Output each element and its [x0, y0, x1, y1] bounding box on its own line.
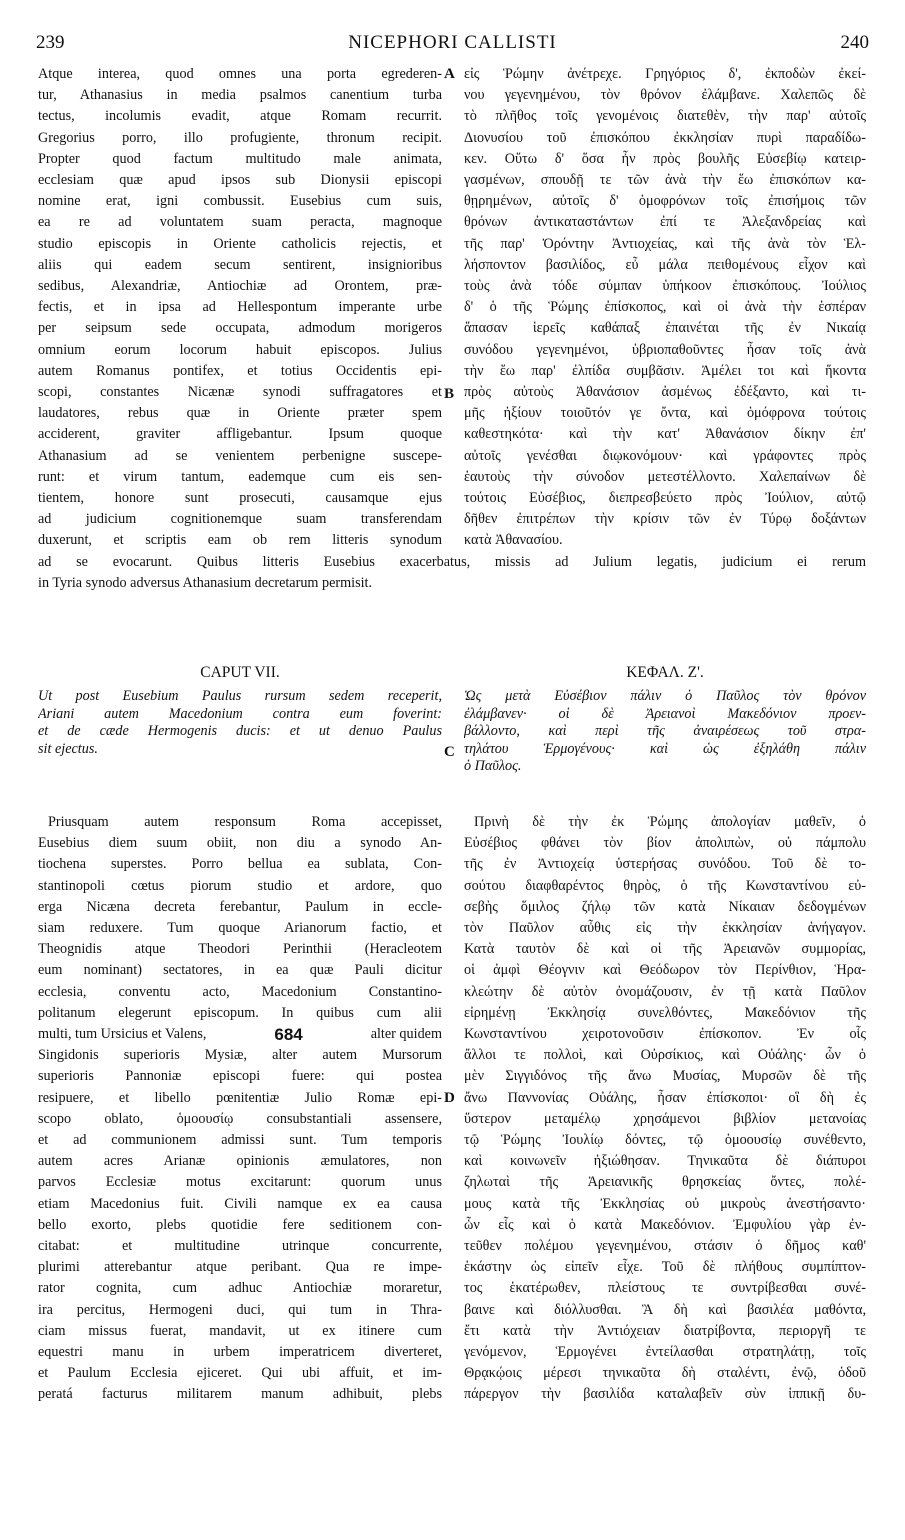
summary-line: ἐλάμβανεν· οἱ δὲ Ἀρειανοὶ Μακεδόνιον προεν-	[464, 705, 866, 722]
greek-chapter-title: ΚΕΦΑΛ. Ζ'.	[626, 664, 704, 681]
summary-line: et de cæde Hermogenis ducis: et ut denuo Paulus	[38, 723, 442, 739]
text-line: Πρινὴ δὲ τὴν ἐκ Ῥώμης ἀπολογίαν μαθεῖν, ὁ	[474, 814, 866, 830]
text-line: tiochena superstes. Porro bellua ea sublata, Con-	[38, 856, 442, 873]
running-title: NICEPHORI CALLISTI	[348, 32, 557, 53]
text-line: καθεστηκότα· καὶ τὴν κατ' Ἀθανάσιον δίκην ἐπ'	[464, 426, 866, 443]
right-page-number: 240	[840, 32, 869, 53]
text-line: plurimi atterebantur atque peribant. Qua re impe-	[38, 1259, 442, 1276]
text-line: ἑκάστην ὡς εἰπεῖν εἶχε. Τοῦ δὲ πλήθους συμπίπτον-	[464, 1259, 866, 1276]
summary-line: Ariani autem Macedonium contra eum foverint:	[38, 705, 442, 722]
text-line: rator cognita, cum adhuc Antiochiæ moraretur,	[38, 1280, 442, 1297]
text-line: eum nominant) sectatores, in ea quæ Pauli dicitur	[38, 962, 442, 979]
text-line: Propter quod factum multitudo male animata,	[38, 150, 442, 167]
text-line: siam reduxere. Tum quoque Arianorum factio, et	[38, 920, 442, 937]
text-line: πάρεργον τὴν βασιλίδα καταλαβεῖν σὺν ἱππικῇ δυ-	[464, 1386, 866, 1403]
text-line: μῆς ἠξίουν τοιοῦτόν γε ὄντα, καὶ ὁμόφρονα τούτοις	[464, 405, 866, 422]
text-line: μους κατὰ τῆς Ἐκκλησίας οὐ μικροὺς ἀνεστήσαντο·	[464, 1195, 866, 1212]
text-line: Κατὰ ταυτὸν δὲ καὶ οἱ τῆς Ἀρειανῶν συμμορίας,	[464, 941, 866, 958]
text-line: et ad communionem admissi sunt. Tum temporis	[38, 1132, 442, 1149]
text-line: aliis qui eadem secum sentirent, insignioribus	[38, 256, 442, 273]
text-line: Διονυσίου τοῦ ἐπισκόπου ἐκκλησίαν πυρὶ παραδίδω-	[464, 129, 866, 146]
text-line: Εὐσέβιος φθάνει τὸν βίον ἀπολιπὼν, οὐ πάμπολυ	[464, 835, 866, 852]
text-line: et Paulum Ecclesia ejiceret. Qui ubi affuit, et im-	[38, 1365, 442, 1382]
text-line: ἅπασαν ἱερεῖς καθάπαξ ἐπαινέται τῆς ἐν Νικαίᾳ	[464, 320, 866, 337]
text-line: duxerunt, et scriptis eam ob rem litteris synodum	[38, 532, 442, 549]
text-line: ad judicium cognitionemque suam transferendam	[38, 511, 442, 528]
text-segment: alter quidem	[370, 1026, 442, 1043]
text-line: studio episcopis in Oriente catholicis rejectis, et	[38, 235, 442, 252]
text-line: Theognidis atque Theodori Perinthii (Heracleotem	[38, 941, 442, 958]
text-line: politanum elegerunt episcopum. In quibus cum alii	[38, 1004, 442, 1021]
text-line: ea re ad voluntatem suam peracta, magnoque	[38, 214, 442, 231]
text-line: τεῦθεν πολέμου γεγενημένου, στάσιν ὁ δῆμος καθ'	[464, 1238, 866, 1255]
latin-column-body	[38, 812, 442, 1406]
text-line: νου γεγενημένου, τὸν θρόνον ἐλάμβανε. Χαλεπῶς δὲ	[464, 87, 866, 104]
text-line: autem Romanus pontifex, et totius Occidentis epi-	[38, 362, 442, 379]
text-line: Κωνσταντίνου χειροτονοῦσιν ἐπίσκοπον. Ἐν οἷς	[464, 1026, 866, 1043]
greek-column-body	[464, 812, 866, 1406]
text-line: βαινε καὶ διόλλυσθαι. Ἃ δὴ καὶ βασιλέα μαθόντα,	[464, 1301, 866, 1318]
text-line-with-page-number	[38, 1024, 442, 1045]
text-line: peratá facturus militarem manum adhibuit, plebs	[38, 1386, 442, 1403]
summary-line: sit ejectus.	[38, 740, 98, 757]
text-line: etiam Macedonius fuit. Civili namque ex ea causa	[38, 1195, 442, 1212]
text-line: Θρᾳκῴοις μέρεσι τηνικαῦτα δὴ σταλέντι, ἐνῷ, ὁδοῦ	[464, 1365, 866, 1382]
summary-line: Ut post Eusebium Paulus rursum sedem receperit,	[38, 688, 442, 704]
text-line: ira percitus, Hermogeni duci, qui tum in Thra-	[38, 1301, 442, 1318]
text-line: ad se evocarunt. Quibus litteris Eusebius exacerbatus, missis ad Julium legatis, judicium ei rerum	[38, 554, 866, 570]
text-line: runt: et virum tantum, eademque cum eis sen-	[38, 468, 442, 485]
latin-chapter-summary	[38, 688, 442, 758]
text-line: γενόμενον, Ἑρμογένει ἐντείλασθαι στρατηλάτῃ, τοῖς	[464, 1344, 866, 1361]
text-line: nomine erat, igni combussit. Eusebius cum suis,	[38, 193, 442, 210]
full-width-continuation	[38, 552, 866, 594]
text-line: sedibus, Alexandriæ, Antiochiæ ad Orontem, præ-	[38, 278, 442, 295]
margin-letter-d: D	[444, 1090, 455, 1106]
text-line: ὧν εἷς καὶ ὁ κατὰ Μακεδόνιον. Ἐμφυλίου γὰρ ἐν-	[464, 1216, 866, 1233]
text-line: superioris Pannoniæ episcopi fuere: qui postea	[38, 1068, 442, 1085]
greek-column-top	[464, 64, 866, 552]
text-line: scopi, constantes Nicænæ synodi suffragatores et	[38, 384, 442, 401]
text-line: ἄλλοι τε πολλοὶ, καὶ Οὐρσίκιος, καὶ Οὐάλης· ὧν ὁ	[464, 1047, 866, 1064]
text-line: δ' ὁ τῆς Ῥώμης ἐπίσκοπος, καὶ οἱ ἀνὰ τὴν ἑσπέραν	[464, 299, 866, 316]
edition-page-number: 684	[274, 1025, 303, 1045]
text-line: τὴν ἕω παρ' ἐλπίδα συμβᾶσιν. Ἀμέλει τοι καὶ ἥκοντα	[464, 362, 866, 379]
text-line: Priusquam autem responsum Roma accepisset,	[48, 814, 442, 830]
text-line: stantinopoli cœtus piorum studio et ardore, quo	[38, 877, 442, 894]
summary-line: τηλάτου Ἑρμογένους· καὶ ὡς ἐξηλάθη πάλιν	[464, 740, 866, 757]
text-line: autem acres Arianæ opinionis æmulatores, non	[38, 1153, 442, 1170]
summary-line: ὁ Παῦλος.	[464, 758, 522, 774]
text-line: συνόδου γεγενημένοι, ὑβριοπαθοῦντες ἦσαν τοῖς ἀνὰ	[464, 341, 866, 358]
text-line: in Tyria synodo adversus Athanasium decretarum permisit.	[38, 575, 373, 592]
text-line: Singidonis superioris Mysiæ, alter autem Mursorum	[38, 1047, 442, 1064]
text-line: οἱ ἀμφὶ Θέογνιν καὶ Θεόδωρον τὸν Περίνθιον, Ἡρα-	[464, 962, 866, 979]
text-line: Athanasium ad se venientem perbenigne suscepe-	[38, 447, 442, 464]
text-line: σούτου διαφθαρέντος θηρὸς, ὁ τῆς Κωνσταντίνου εὐ-	[464, 877, 866, 894]
text-line: per seipsum sede occupata, admodum morigeros	[38, 320, 442, 337]
text-line: Atque interea, quod omnes una porta egrederen-	[38, 66, 442, 82]
margin-letter-c: C	[444, 744, 455, 760]
text-line: ciam missus fuerat, mandavit, ut ex itinere cum	[38, 1322, 442, 1339]
text-line: τὸν Παῦλον αὖθις εἰς τὴν ἐκκλησίαν ἀνήγαγον.	[464, 920, 866, 937]
text-line: ἑαυτοὺς τὴν σύνοδον μετεστέλλοντο. Χαλεπαίνων δὲ	[464, 468, 866, 485]
text-line: fectis, et in ipsa ad Hellespontum imperante urbe	[38, 299, 442, 316]
text-line: Gregorius porro, illo profugiente, thronum recipit.	[38, 129, 442, 146]
text-line: laudatores, rebus quæ in Oriente præter spem	[38, 405, 442, 422]
text-line: πρὸς αὐτοὺς Ἀθανάσιον ἀσμένως ἐδέξαντο, καὶ τι-	[464, 384, 866, 401]
text-line: τῆς ἐν Ἀντιοχείᾳ ὑστερήσας συνόδου. Τοῦ δὲ το-	[464, 856, 866, 873]
text-line: citabat: et multitudine utrinque concurrente,	[38, 1238, 442, 1255]
summary-line: βάλλοντο, καὶ περὶ τῆς ἀναιρέσεως τοῦ στρα-	[464, 723, 866, 739]
text-line: εἰρημένῃ Ἐκκλησίᾳ συνελθόντες, Μακεδόνιον τῆς	[464, 1004, 866, 1021]
text-line: τῷ Ῥώμης Ἰουλίῳ δόντες, τῷ ὁμοουσίῳ συνέθεντο,	[464, 1132, 866, 1149]
text-line: τούτοις Εὐσέβιος, διεπρεσβεύετο πρὸς Ἰούλιον, αὐτῷ	[464, 490, 866, 507]
latin-column-top	[38, 64, 442, 552]
text-line: κατὰ Ἀθανασίου.	[464, 532, 563, 549]
text-line: ἄνω Παννονίας Οὐάλης, ἦσαν ἐπίσκοποι· οἳ δὴ ἐς	[464, 1089, 866, 1106]
text-line: αὐτοῖς γενέσθαι διῳκονόμουν· καὶ γράφοντες πρὸς	[464, 447, 866, 464]
text-line: σεβὴς ὅμιλος ζήλῳ τῶν κατὰ Νίκαιαν δεδογμένων	[464, 898, 866, 915]
text-line: bello exorto, plebs quotidie fere seditionem con-	[38, 1216, 442, 1233]
text-line: tectus, incolumis evadit, atque Romam recurrit.	[38, 108, 442, 125]
text-line: parvos Ecclesiæ motus excitarunt: quorum unus	[38, 1174, 442, 1191]
left-page-number: 239	[36, 32, 65, 53]
text-line: τῆς παρ' Ὀρόντην Ἀντιοχείας, καὶ τῆς ἀνὰ τὸν Ἑλ-	[464, 235, 866, 252]
margin-letter-b: B	[444, 386, 455, 402]
text-line: θρόνων ἀντικαταστάντων ἐπί τε Ἀλεξανδρείας καὶ	[464, 214, 866, 231]
text-line: τος ἑκατέρωθεν, πλείστους τε συντρίβεσθαι συνέ-	[464, 1280, 866, 1297]
text-line: acciderent, graviter affligebantur. Ipsum quoque	[38, 426, 442, 443]
text-line: λήσποντον βασιλίδος, εὖ μάλα πειθομένους εἶχον καὶ	[464, 256, 866, 273]
text-line: ζηλωταὶ τῆς Ἀρειανικῆς θρησκείας ὄντες, πολέ-	[464, 1174, 866, 1191]
text-line: equestri manu in urbem imperatricem diverteret,	[38, 1344, 442, 1361]
text-line: scopo oblato, ὁμοουσίῳ consubstantiali assensere,	[38, 1110, 442, 1127]
text-line: εἰς Ῥώμην ἀνέτρεχε. Γρηγόριος δ', ἐκποδὼν ἐκεί-	[464, 66, 866, 82]
text-line: τοὺς ἀνὰ τόδε σύμπαν ὑπήκοον ἐπισκόπους. Ἰούλιος	[464, 278, 866, 295]
text-line: γασμένων, σπουδῇ τε τῶν ἀνὰ τὴν ἕω ἐπισκόπων κα-	[464, 172, 866, 189]
text-line: resipuere, et libello pœnitentiæ Julio Romæ epi-	[38, 1089, 442, 1106]
text-line: κεν. Οὕτω δ' ὅσα ἦν πρὸς βουλῆς Εὐσεβίῳ κατειρ-	[464, 150, 866, 167]
text-line: μὲν Σιγγιδόνος τῆς ἄνω Μυσίας, Μυρσῶν δὲ τῆς	[464, 1068, 866, 1085]
text-line: omnium eorum locorum habuit episcopos. Julius	[38, 341, 442, 358]
text-segment: multi, tum Ursicius et Valens,	[38, 1026, 207, 1043]
text-line: Eusebius diem suum obiit, non diu a synodo An-	[38, 835, 442, 852]
text-line: κλεώτην δὲ αὐτὸν ὀνομάζουσιν, ἐν τῇ κατὰ Παῦλον	[464, 983, 866, 1000]
text-line: θῃρημένων, αὐτοῖς δ' ὁμοφρόνων τοῖς ἐπισήμοις τῶν	[464, 193, 866, 210]
text-line: erga Nicæna decreta ferebantur, Paulum in eccle-	[38, 898, 442, 915]
text-line: tientem, honore sunt prosecuti, causamque ejus	[38, 490, 442, 507]
text-line: ecclesia, conventu acto, Macedonium Constantino-	[38, 983, 442, 1000]
summary-line: Ὡς μετὰ Εὐσέβιον πάλιν ὁ Παῦλος τὸν θρόνον	[464, 688, 866, 704]
text-line: tur, Athanasius in media psalmos canentium turba	[38, 87, 442, 104]
greek-chapter-summary	[464, 688, 866, 776]
text-line: ἔτι κατὰ τὴν Ἀντιόχειαν διατρίβοντα, περιοργῆ τε	[464, 1322, 866, 1339]
text-line: ecclesiam quæ apud ipsos sub Dionysii episcopi	[38, 172, 442, 189]
text-line: τὸ πλῆθος τοῖς γενομένοις διατεθὲν, τὴν παρ' αὐτοῖς	[464, 108, 866, 125]
text-line: ὕστερον μεταμέλῳ χρησάμενοι βιβλίον μετανοίας	[464, 1110, 866, 1127]
text-line: καὶ κοινωνεῖν ἠξιώθησαν. Τηνικαῦτα δὲ διάπυροι	[464, 1153, 866, 1170]
text-line: δῆθεν ἐπιτρέπων τὴν κρίσιν τῶν ἐν Τύρῳ δοξάντων	[464, 511, 866, 528]
latin-chapter-title: CAPUT VII.	[200, 664, 280, 681]
margin-letter-a: A	[444, 66, 455, 82]
